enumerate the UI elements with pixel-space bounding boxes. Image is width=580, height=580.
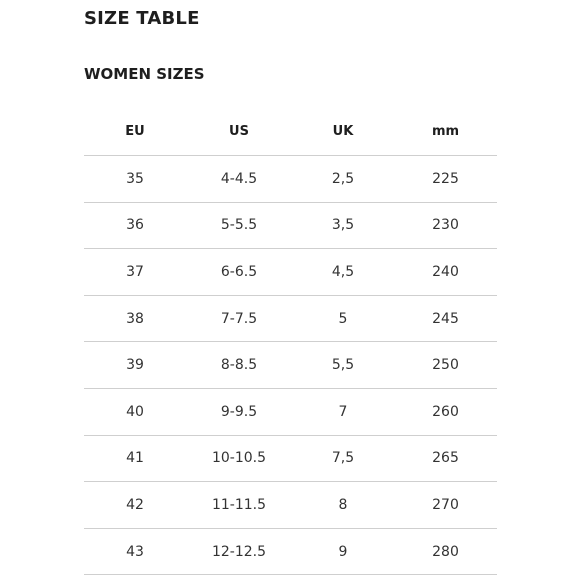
header-row xyxy=(84,108,497,156)
table-row xyxy=(84,156,497,203)
header-mm: mm xyxy=(394,108,497,156)
page-title: SIZE TABLE xyxy=(84,8,200,29)
cell-eu: 41 xyxy=(84,435,186,482)
cell-eu: 39 xyxy=(84,342,186,389)
table-header xyxy=(84,108,497,156)
cell-mm: 230 xyxy=(394,202,497,249)
cell-uk: 5,5 xyxy=(292,342,394,389)
cell-uk: 5 xyxy=(292,295,394,342)
cell-us: 8-8.5 xyxy=(186,342,292,389)
cell-eu: 42 xyxy=(84,482,186,529)
cell-eu: 37 xyxy=(84,249,186,296)
table-row xyxy=(84,482,497,529)
cell-us: 7-7.5 xyxy=(186,295,292,342)
cell-us: 11-11.5 xyxy=(186,482,292,529)
table-row xyxy=(84,295,497,342)
cell-us: 10-10.5 xyxy=(186,435,292,482)
cell-mm: 225 xyxy=(394,156,497,203)
table-row xyxy=(84,202,497,249)
cell-uk: 9 xyxy=(292,528,394,575)
cell-us: 4-4.5 xyxy=(186,156,292,203)
cell-mm: 245 xyxy=(394,295,497,342)
cell-eu: 36 xyxy=(84,202,186,249)
cell-uk: 7,5 xyxy=(292,435,394,482)
table-row xyxy=(84,435,497,482)
cell-us: 6-6.5 xyxy=(186,249,292,296)
table-row xyxy=(84,528,497,575)
cell-us: 5-5.5 xyxy=(186,202,292,249)
table-body xyxy=(84,156,497,575)
cell-eu: 38 xyxy=(84,295,186,342)
cell-us: 12-12.5 xyxy=(186,528,292,575)
cell-eu: 40 xyxy=(84,388,186,435)
header-uk: UK xyxy=(292,108,394,156)
size-table xyxy=(84,108,497,575)
cell-mm: 250 xyxy=(394,342,497,389)
cell-mm: 270 xyxy=(394,482,497,529)
cell-uk: 4,5 xyxy=(292,249,394,296)
cell-uk: 8 xyxy=(292,482,394,529)
cell-us: 9-9.5 xyxy=(186,388,292,435)
table-row xyxy=(84,249,497,296)
cell-uk: 7 xyxy=(292,388,394,435)
cell-uk: 2,5 xyxy=(292,156,394,203)
cell-mm: 240 xyxy=(394,249,497,296)
cell-mm: 280 xyxy=(394,528,497,575)
cell-mm: 265 xyxy=(394,435,497,482)
header-us: US xyxy=(186,108,292,156)
table-row xyxy=(84,342,497,389)
header-eu: EU xyxy=(84,108,186,156)
cell-mm: 260 xyxy=(394,388,497,435)
cell-eu: 35 xyxy=(84,156,186,203)
section-title: WOMEN SIZES xyxy=(84,65,205,83)
table-row xyxy=(84,388,497,435)
cell-uk: 3,5 xyxy=(292,202,394,249)
cell-eu: 43 xyxy=(84,528,186,575)
